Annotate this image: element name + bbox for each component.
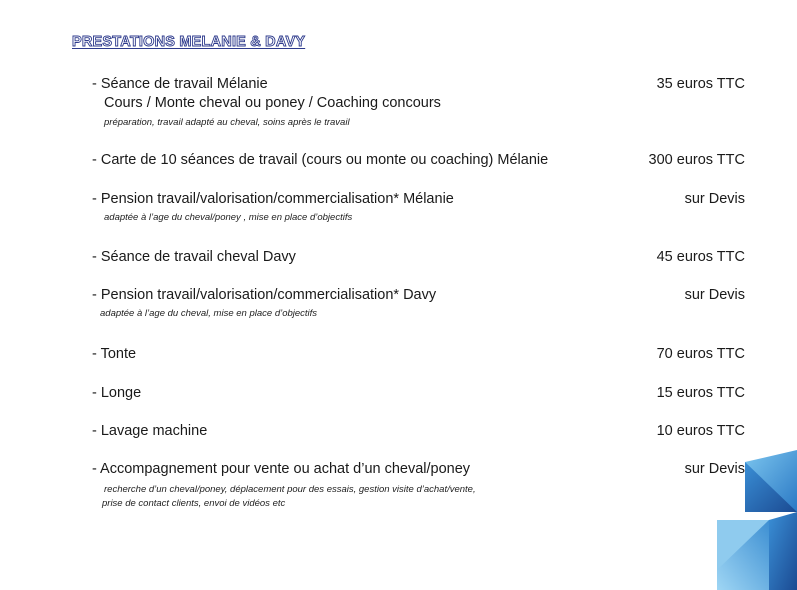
item-1-line-2: Cours / Monte cheval ou poney / Coaching concours	[104, 95, 441, 111]
item-6-line-1: - Tonte	[92, 346, 137, 362]
corner-decoration-graphic	[677, 450, 797, 590]
item-7-price: 15 euros TTC	[656, 385, 745, 401]
item-3-note: adaptée à l’age du cheval/poney , mise en place d’objectifs	[104, 212, 353, 223]
item-5-price: sur Devis	[684, 287, 745, 303]
item-9-price: sur Devis	[684, 461, 745, 477]
item-1-note: préparation, travail adapté au cheval, soins après le travail	[104, 117, 350, 128]
item-4-line-1: - Séance de travail cheval Davy	[92, 249, 296, 265]
item-3-line-1: - Pension travail/valorisation/commercialisation* Mélanie	[92, 191, 454, 207]
page-title: PRESTATIONS MELANIE & DAVY	[72, 34, 306, 50]
item-4-price: 45 euros TTC	[656, 249, 745, 265]
item-1-line-1: - Séance de travail Mélanie	[92, 76, 268, 92]
item-2-price: 300 euros TTC	[648, 152, 745, 168]
item-5-note: adaptée à l’age du cheval, mise en place d’objectifs	[100, 308, 318, 319]
item-1-price: 35 euros TTC	[656, 76, 745, 92]
item-9-note-2: prise de contact clients, envoi de vidéos etc	[102, 498, 286, 509]
item-9-note-1: recherche d’un cheval/poney, déplacement pour des essais, gestion visite d’achat/vente,	[104, 484, 476, 495]
item-8-price: 10 euros TTC	[656, 423, 745, 439]
item-9-line-1: - Accompagnement pour vente ou achat d’un cheval/poney	[92, 461, 471, 477]
deco-shape-5	[769, 512, 797, 590]
item-6-price: 70 euros TTC	[656, 346, 745, 362]
item-8-line-1: - Lavage machine	[92, 423, 208, 439]
item-2-line-1: - Carte de 10 séances de travail (cours ou monte ou coaching) Mélanie	[92, 152, 549, 168]
item-5-line-1: - Pension travail/valorisation/commercialisation* Davy	[92, 287, 437, 303]
item-3-price: sur Devis	[684, 191, 745, 207]
item-7-line-1: - Longe	[92, 385, 142, 401]
